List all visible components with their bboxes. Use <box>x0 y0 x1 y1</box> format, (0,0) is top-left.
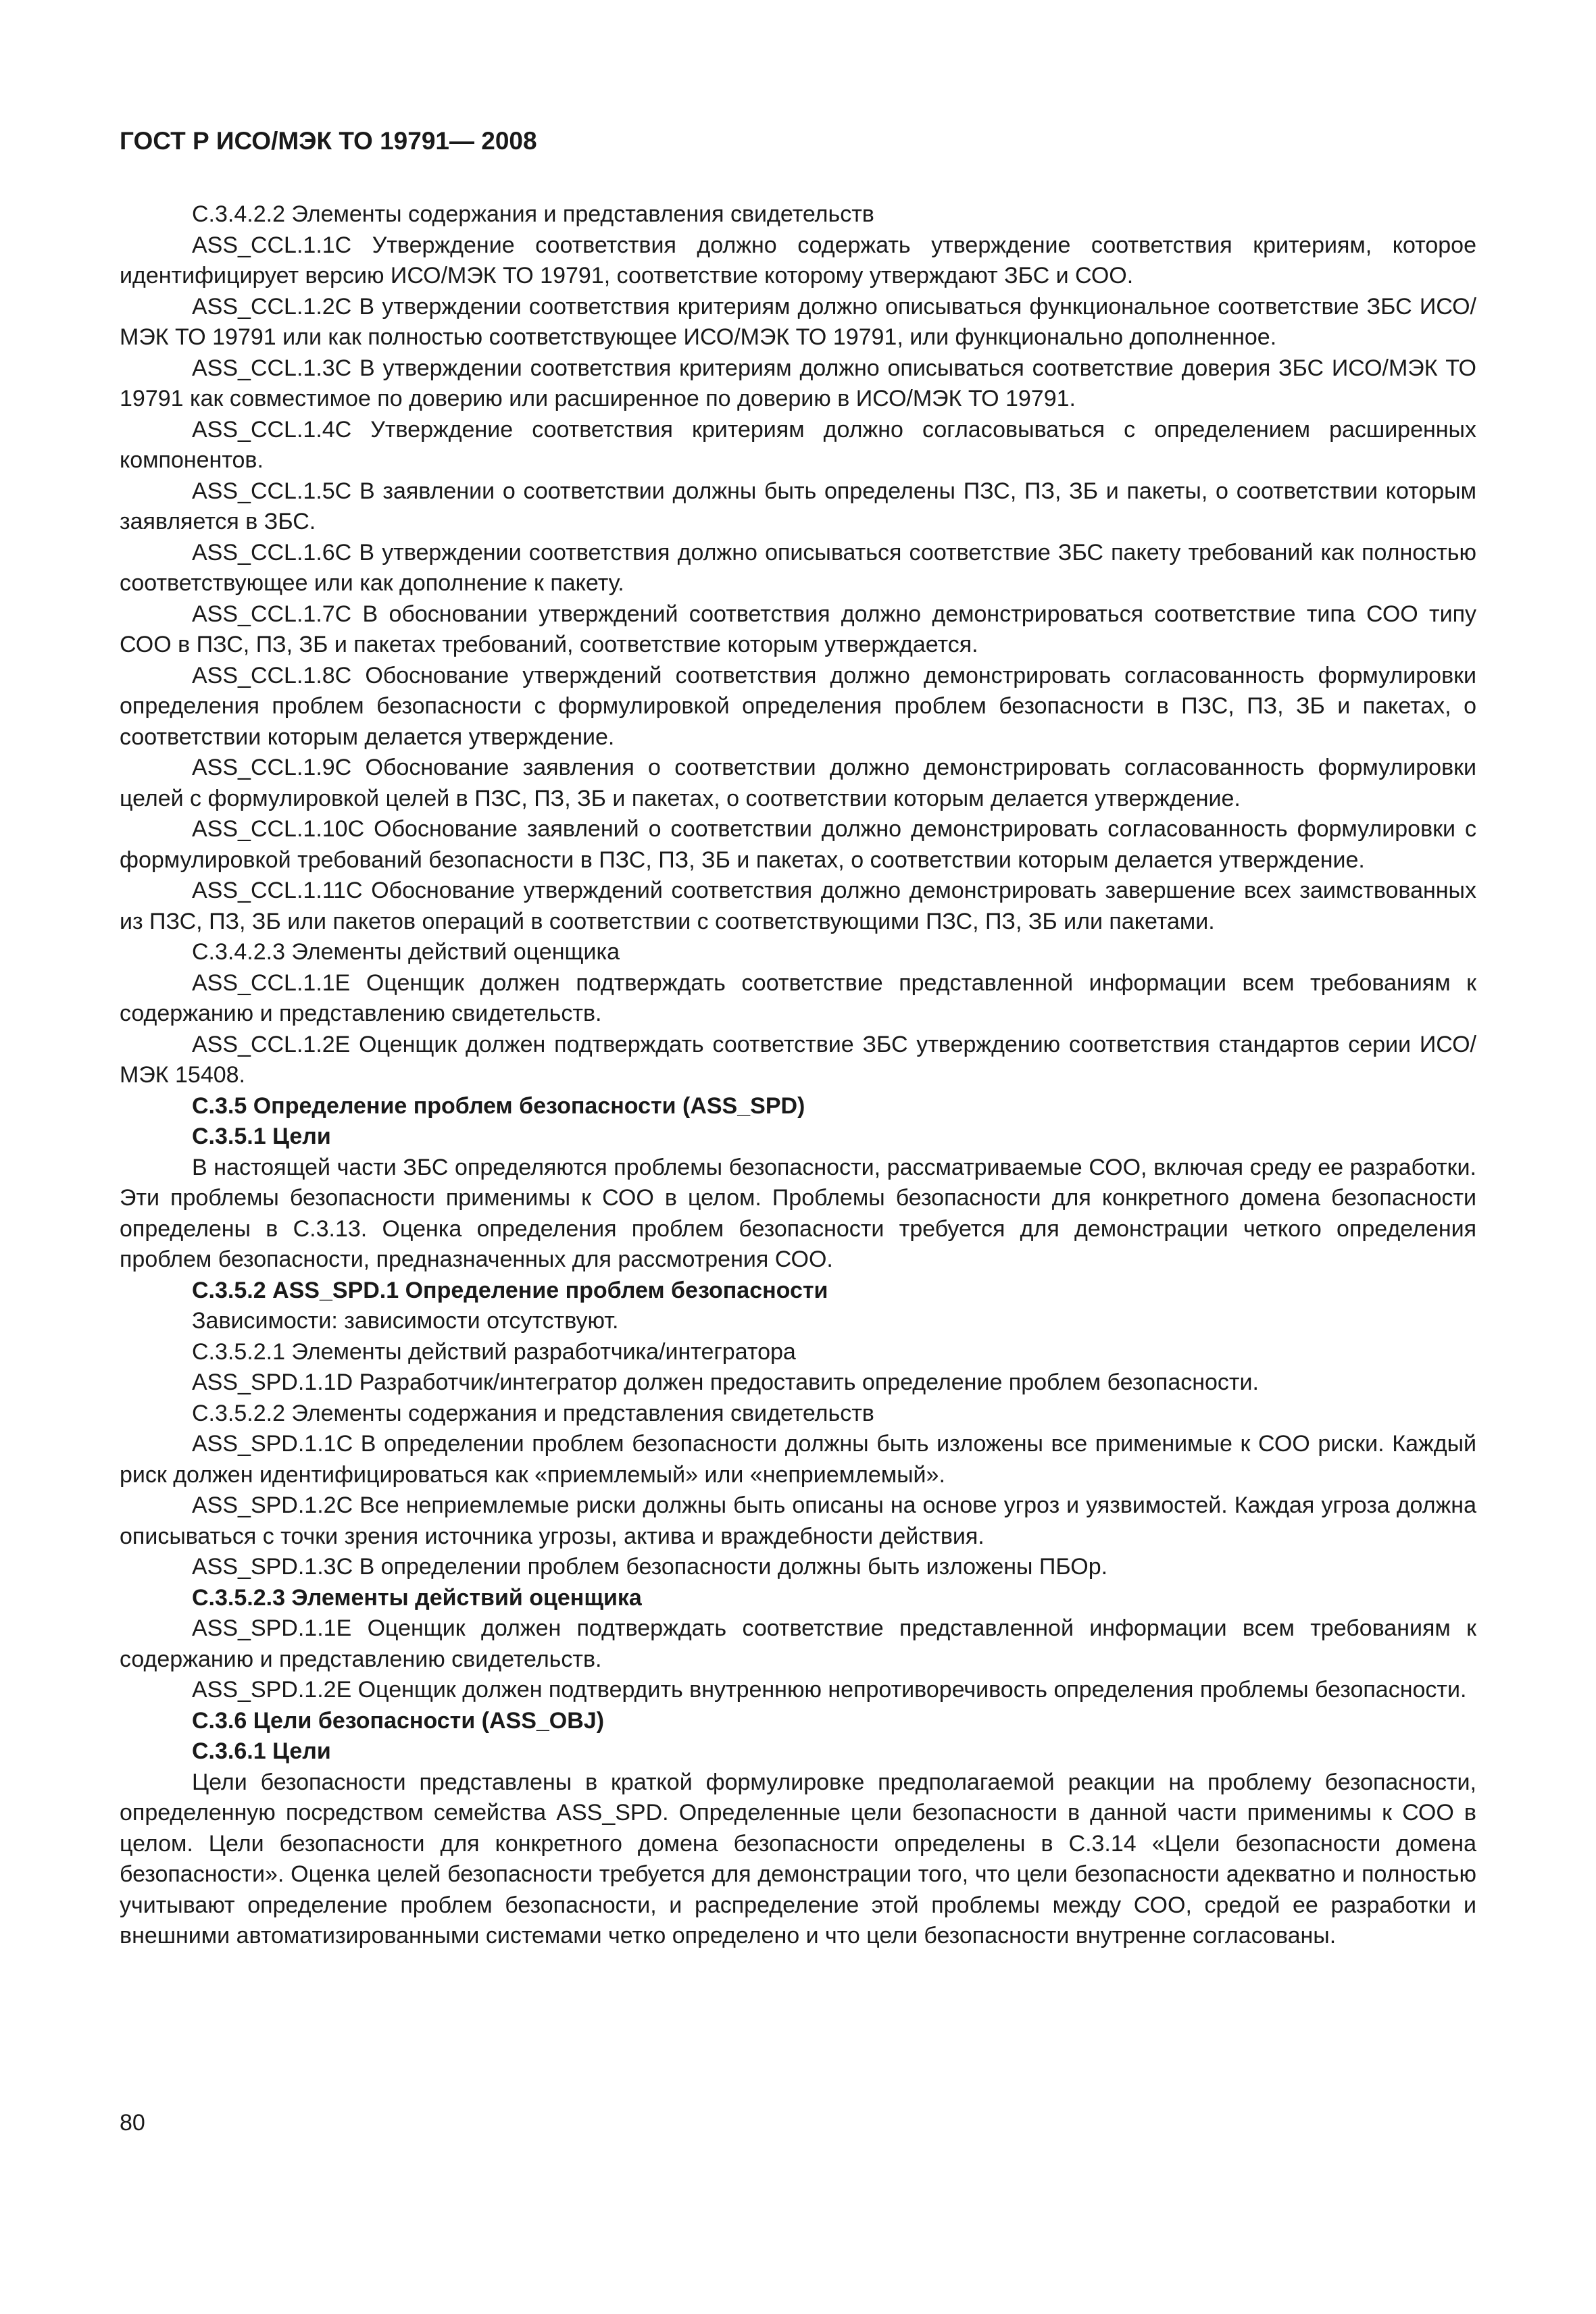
body-paragraph: ASS_CCL.1.10C Обоснование заявлений о соответствии должно демонстрировать согласованность формулировки с формулировкой требований безопасности в ПЗС, ПЗ, ЗБ и пакетах, о соответствии которым делается утверждение. <box>120 816 1476 873</box>
body-paragraph: С.3.4.2.2 Элементы содержания и представления свидетельств <box>192 201 874 227</box>
body-paragraph: ASS_CCL.1.9C Обоснование заявления о соответствии должно демонстрировать согласованность формулировки целей с формулировкой целей в ПЗС, ПЗ, ЗБ и пакетах, о соответствии которым делается утверждение. <box>120 755 1476 811</box>
page-number: 80 <box>120 2110 145 2136</box>
body-paragraph: ASS_CCL.1.1E Оценщик должен подтверждать соответствие представленной информации всем требованиям к содержанию и представлению свидетельств. <box>120 970 1476 1026</box>
body-paragraph: ASS_SPD.1.1D Разработчик/интегратор должен предоставить определение проблем безопасности. <box>192 1369 1259 1395</box>
body-paragraph: С.3.5.2.1 Элементы действий разработчика/интегратора <box>192 1338 796 1365</box>
body-paragraph: Зависимости: зависимости отсутствуют. <box>192 1308 619 1334</box>
section-heading: С.3.6.1 Цели <box>192 1738 331 1764</box>
body-paragraph: С.3.5.2.2 Элементы содержания и представления свидетельств <box>192 1400 874 1426</box>
body-paragraph: ASS_CCL.1.5C В заявлении о соответствии должны быть определены ПЗС, ПЗ, ЗБ и пакеты, о соответствии которым заявляется в ЗБС. <box>120 478 1476 534</box>
body-paragraph: ASS_SPD.1.1E Оценщик должен подтверждать соответствие представленной информации всем требованиям к содержанию и представлению свидетельств. <box>120 1615 1476 1672</box>
body-paragraph: ASS_CCL.1.7C В обосновании утверждений соответствия должно демонстрироваться соответствие типа СОО типу СОО в ПЗС, ПЗ, ЗБ и пакетах требований, соответствие которым утверждается. <box>120 601 1476 657</box>
body-text <box>120 199 1476 1952</box>
body-paragraph: ASS_CCL.1.4C Утверждение соответствия критериям должно согласовываться с определением расширенных компонентов. <box>120 416 1476 473</box>
body-paragraph: ASS_SPD.1.3C В определении проблем безопасности должны быть изложены ПБОр. <box>192 1554 1108 1580</box>
section-heading: С.3.5.2.3 Элементы действий оценщика <box>192 1584 642 1611</box>
body-paragraph: ASS_SPD.1.1C В определении проблем безопасности должны быть изложены все применимые к СОО риски. Каждый риск должен идентифицироваться как «приемлемый» или «неприемлемый». <box>120 1431 1476 1488</box>
body-paragraph: ASS_CCL.1.3C В утверждении соответствия критериям должно описываться соответствие доверия ЗБС ИСО/МЭК ТО 19791 как совместимое по доверию или расширенное по доверию в ИСО/МЭК ТО 19791. <box>120 355 1476 411</box>
page-header-title: ГОСТ Р ИСО/МЭК ТО 19791— 2008 <box>120 127 537 155</box>
body-paragraph: ASS_CCL.1.6C В утверждении соответствия должно описываться соответствие ЗБС пакету требований как полностью соответствующее или как дополнение к пакету. <box>120 539 1476 596</box>
body-paragraph: ASS_CCL.1.8C Обоснование утверждений соответствия должно демонстрировать согласованность формулировки определения проблем безопасности с формулировкой определения проблем безопасности в ПЗС, ПЗ, ЗБ и пакетах, о соответствии которым делается утверждение. <box>120 662 1476 750</box>
section-heading: С.3.5 Определение проблем безопасности (ASS_SPD) <box>192 1092 805 1119</box>
body-paragraph: В настоящей части ЗБС определяются проблемы безопасности, рассматриваемые СОО, включая среду ее разработки. Эти проблемы безопасности применимы к СОО в целом. Проблемы безопасности для конкретного домена безопасности определены в С.3.13. Оценка определения проблем безопасности требуется для демонстрации четкого определения проблем безопасности, предназначенных для рассмотрения СОО. <box>120 1154 1476 1272</box>
body-paragraph: ASS_CCL.1.2C В утверждении соответствия критериям должно описываться функциональное соответствие ЗБС ИСО/МЭК ТО 19791 или как полностью соответствующее ИСО/МЭК ТО 19791, или функционально дополненное. <box>120 293 1476 350</box>
body-paragraph: ASS_SPD.1.2E Оценщик должен подтвердить внутреннюю непротиворечивость определения проблемы безопасности. <box>192 1677 1467 1703</box>
section-heading: С.3.5.1 Цели <box>192 1124 331 1149</box>
section-heading: С.3.5.2 ASS_SPD.1 Определение проблем безопасности <box>192 1277 828 1303</box>
body-paragraph: С.3.4.2.3 Элементы действий оценщика <box>192 939 620 965</box>
body-paragraph: ASS_SPD.1.2C Все неприемлемые риски должны быть описаны на основе угроз и уязвимостей. Каждая угроза должна описываться с точки зрения источника угрозы, актива и враждебности действия. <box>120 1492 1476 1549</box>
body-paragraph: ASS_CCL.1.2E Оценщик должен подтверждать соответствие ЗБС утверждению соответствия стандартов серии ИСО/МЭК 15408. <box>120 1031 1476 1088</box>
body-paragraph: Цели безопасности представлены в краткой формулировке предполагаемой реакции на проблему безопасности, определенную посредством семейства ASS_SPD. Определенные цели безопасности в данной части применимы к СОО в целом. Цели безопасности для конкретного домена безопасности определены в С.3.14 «Цели безопасности домена безопасности». Оценка целей безопасности требуется для демонстрации того, что цели безопасности адекватно и полностью учитывают определение проблем безопасности, и распределение этой проблемы между СОО, средой ее разработки и внешними автоматизированными системами четко определено и что цели безопасности внутренне согласованы. <box>120 1769 1476 1948</box>
body-paragraph: ASS_CCL.1.1C Утверждение соответствия должно содержать утверждение соответствия критериям, которое идентифицирует версию ИСО/МЭК ТО 19791, соответствие которому утверждают ЗБС и СОО. <box>120 232 1476 288</box>
body-paragraph: ASS_CCL.1.11C Обоснование утверждений соответствия должно демонстрировать завершение всех заимствованных из ПЗС, ПЗ, ЗБ или пакетов операций в соответствии с соответствующими ПЗС, ПЗ, ЗБ или пакетами. <box>120 878 1476 934</box>
section-heading: С.3.6 Цели безопасности (ASS_OBJ) <box>192 1707 605 1734</box>
